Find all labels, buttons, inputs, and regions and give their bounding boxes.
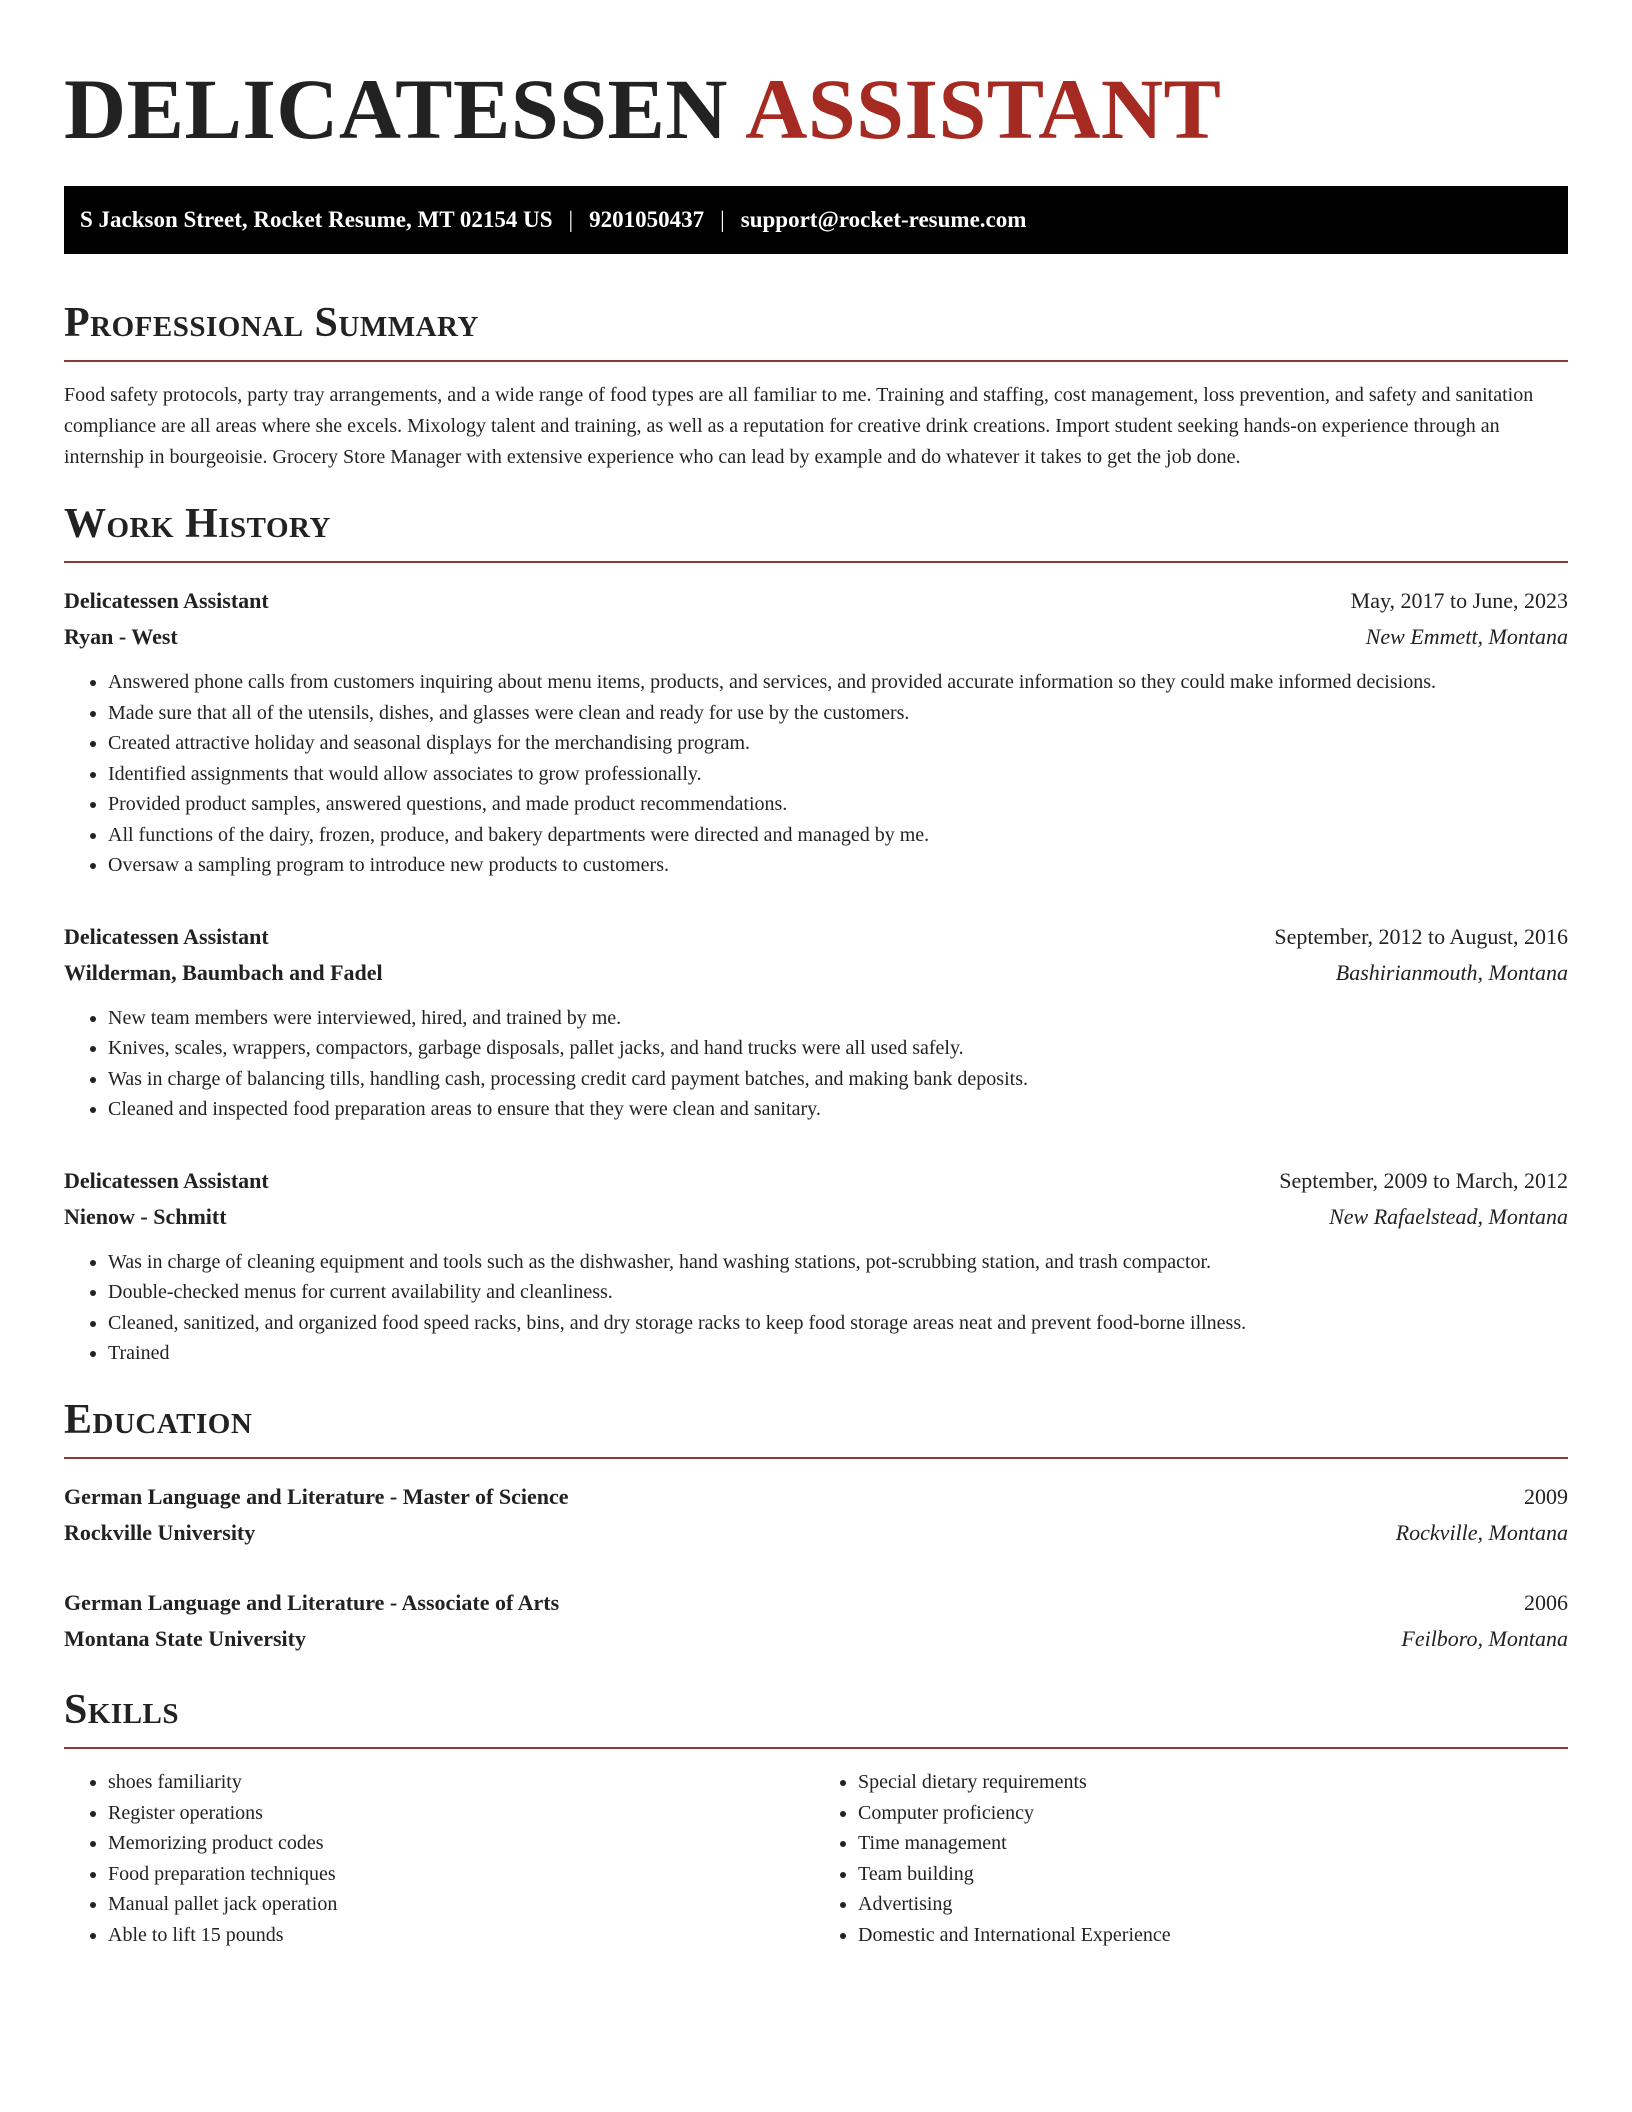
job-company-row xyxy=(64,619,1568,655)
education-entry xyxy=(64,1585,1568,1657)
list-item: • Oversaw a sampling program to introduce new products to customers. xyxy=(108,850,1568,881)
job-location: Bashirianmouth, Montana xyxy=(1335,959,1568,985)
list-item: • Advertising xyxy=(858,1889,1568,1920)
education-school-row xyxy=(64,1621,1568,1657)
education-year: 2009 xyxy=(1524,1484,1568,1510)
section-heading: Skills xyxy=(64,1687,180,1734)
job-title: Delicatessen Assistant xyxy=(64,588,269,614)
education-header-row xyxy=(64,1585,1568,1621)
list-item: • Was in charge of balancing tills, handling cash, processing credit card payment batches, and making bank deposits. xyxy=(108,1064,1568,1095)
education-school: Montana State University xyxy=(64,1626,306,1652)
job-entry xyxy=(64,919,1568,1125)
job-company-row xyxy=(64,955,1568,991)
job-company: Ryan - West xyxy=(64,624,178,650)
section-divider xyxy=(64,561,1568,563)
list-item: • Able to lift 15 pounds xyxy=(108,1920,816,1951)
list-item: • Computer proficiency xyxy=(858,1798,1568,1829)
work-history-section xyxy=(64,501,1568,1369)
list-item: • Was in charge of cleaning equipment and tools such as the dishwasher, hand washing stations, pot-scrubbing station, and trash compactor. xyxy=(108,1247,1568,1278)
job-bullets xyxy=(64,667,1568,881)
list-item: • Special dietary requirements xyxy=(858,1767,1568,1798)
list-item: • Food preparation techniques xyxy=(108,1859,816,1890)
summary-section xyxy=(64,300,1568,473)
title-part-2: ASSISTANT xyxy=(745,61,1222,157)
list-item: • Made sure that all of the utensils, dishes, and glasses were clean and ready for use by the customers. xyxy=(108,698,1568,729)
education-location: Rockville, Montana xyxy=(1395,1520,1568,1546)
summary-text: Food safety protocols, party tray arrangements, and a wide range of food types are all familiar to me. Training and staffing, cost management, loss prevention, and safety and sanitation compliance are all areas where she excels. Mixology talent and training, as well as a reputation for creative drink creations. Import student seeking hands-on experience through an internship in bourgeoisie. Grocery Store Manager with extensive experience who can lead by example and do whatever it takes to get the job done. xyxy=(64,384,1534,469)
list-item: • Register operations xyxy=(108,1798,816,1829)
contact-email: support@rocket-resume.com xyxy=(740,207,1027,232)
list-item: • Domestic and International Experience xyxy=(858,1920,1568,1951)
title-part-1: DELICATESSEN xyxy=(64,61,728,157)
job-company-row xyxy=(64,1199,1568,1235)
section-heading: Professional Summary xyxy=(64,300,479,346)
list-item: • Manual pallet jack operation xyxy=(108,1889,816,1920)
job-bullets xyxy=(64,1247,1568,1369)
education-year: 2006 xyxy=(1524,1590,1568,1616)
job-header-row xyxy=(64,583,1568,619)
list-item: • Cleaned, sanitized, and organized food speed racks, bins, and dry storage racks to keep food storage areas neat and prevent food-borne illness. xyxy=(108,1308,1568,1339)
contact-bar xyxy=(64,186,1568,254)
section-heading: Work History xyxy=(64,501,331,548)
skills-right-column xyxy=(816,1767,1568,1950)
education-header-row xyxy=(64,1479,1568,1515)
list-item: • Double-checked menus for current availability and cleanliness. xyxy=(108,1277,1568,1308)
contact-address: S Jackson Street, Rocket Resume, MT 02154 US xyxy=(80,207,553,232)
job-entry xyxy=(64,1163,1568,1369)
list-item: • New team members were interviewed, hired, and trained by me. xyxy=(108,1003,1568,1034)
job-entry xyxy=(64,583,1568,881)
section-heading: Education xyxy=(64,1396,253,1443)
list-item: • shoes familiarity xyxy=(108,1767,816,1798)
contact-phone: 9201050437 xyxy=(589,207,705,232)
section-divider xyxy=(64,360,1568,362)
skills-columns xyxy=(64,1767,1568,1950)
job-header-row xyxy=(64,1163,1568,1199)
resume-title xyxy=(64,61,1568,157)
list-item: • Provided product samples, answered questions, and made product recommendations. xyxy=(108,789,1568,820)
job-location: New Rafaelstead, Montana xyxy=(1329,1203,1568,1229)
job-bullets xyxy=(64,1003,1568,1125)
job-company: Wilderman, Baumbach and Fadel xyxy=(64,959,383,985)
list-item: • Time management xyxy=(858,1828,1568,1859)
education-school: Rockville University xyxy=(64,1520,256,1546)
list-item: • Knives, scales, wrappers, compactors, garbage disposals, pallet jacks, and hand trucks were all used safely. xyxy=(108,1033,1568,1064)
job-location: New Emmett, Montana xyxy=(1365,624,1568,650)
contact-separator: | xyxy=(568,207,574,232)
skills-section xyxy=(64,1687,1568,1950)
education-location: Feilboro, Montana xyxy=(1401,1626,1568,1652)
list-item: • Team building xyxy=(858,1859,1568,1890)
list-item: • Identified assignments that would allow associates to grow professionally. xyxy=(108,759,1568,790)
education-degree: German Language and Literature - Associate of Arts xyxy=(64,1590,560,1616)
list-item: • Created attractive holiday and seasonal displays for the merchandising program. xyxy=(108,728,1568,759)
section-divider xyxy=(64,1747,1568,1749)
job-title: Delicatessen Assistant xyxy=(64,923,269,949)
education-entry xyxy=(64,1479,1568,1551)
skills-left-column xyxy=(64,1767,816,1950)
education-degree: German Language and Literature - Master of Science xyxy=(64,1484,569,1510)
education-section xyxy=(64,1397,1568,1657)
education-school-row xyxy=(64,1515,1568,1551)
job-dates: September, 2009 to March, 2012 xyxy=(1279,1167,1568,1193)
job-company: Nienow - Schmitt xyxy=(64,1203,227,1229)
list-item: • All functions of the dairy, frozen, produce, and bakery departments were directed and managed by me. xyxy=(108,820,1568,851)
job-dates: September, 2012 to August, 2016 xyxy=(1274,923,1568,949)
job-header-row xyxy=(64,919,1568,955)
job-title: Delicatessen Assistant xyxy=(64,1167,269,1193)
job-dates: May, 2017 to June, 2023 xyxy=(1350,588,1568,614)
list-item: • Cleaned and inspected food preparation areas to ensure that they were clean and sanitary. xyxy=(108,1094,1568,1125)
list-item: • Memorizing product codes xyxy=(108,1828,816,1859)
list-item: • Answered phone calls from customers inquiring about menu items, products, and services, and provided accurate information so they could make informed decisions. xyxy=(108,667,1568,698)
list-item: • Trained xyxy=(108,1338,1568,1369)
contact-separator: | xyxy=(720,207,725,232)
section-divider xyxy=(64,1457,1568,1459)
